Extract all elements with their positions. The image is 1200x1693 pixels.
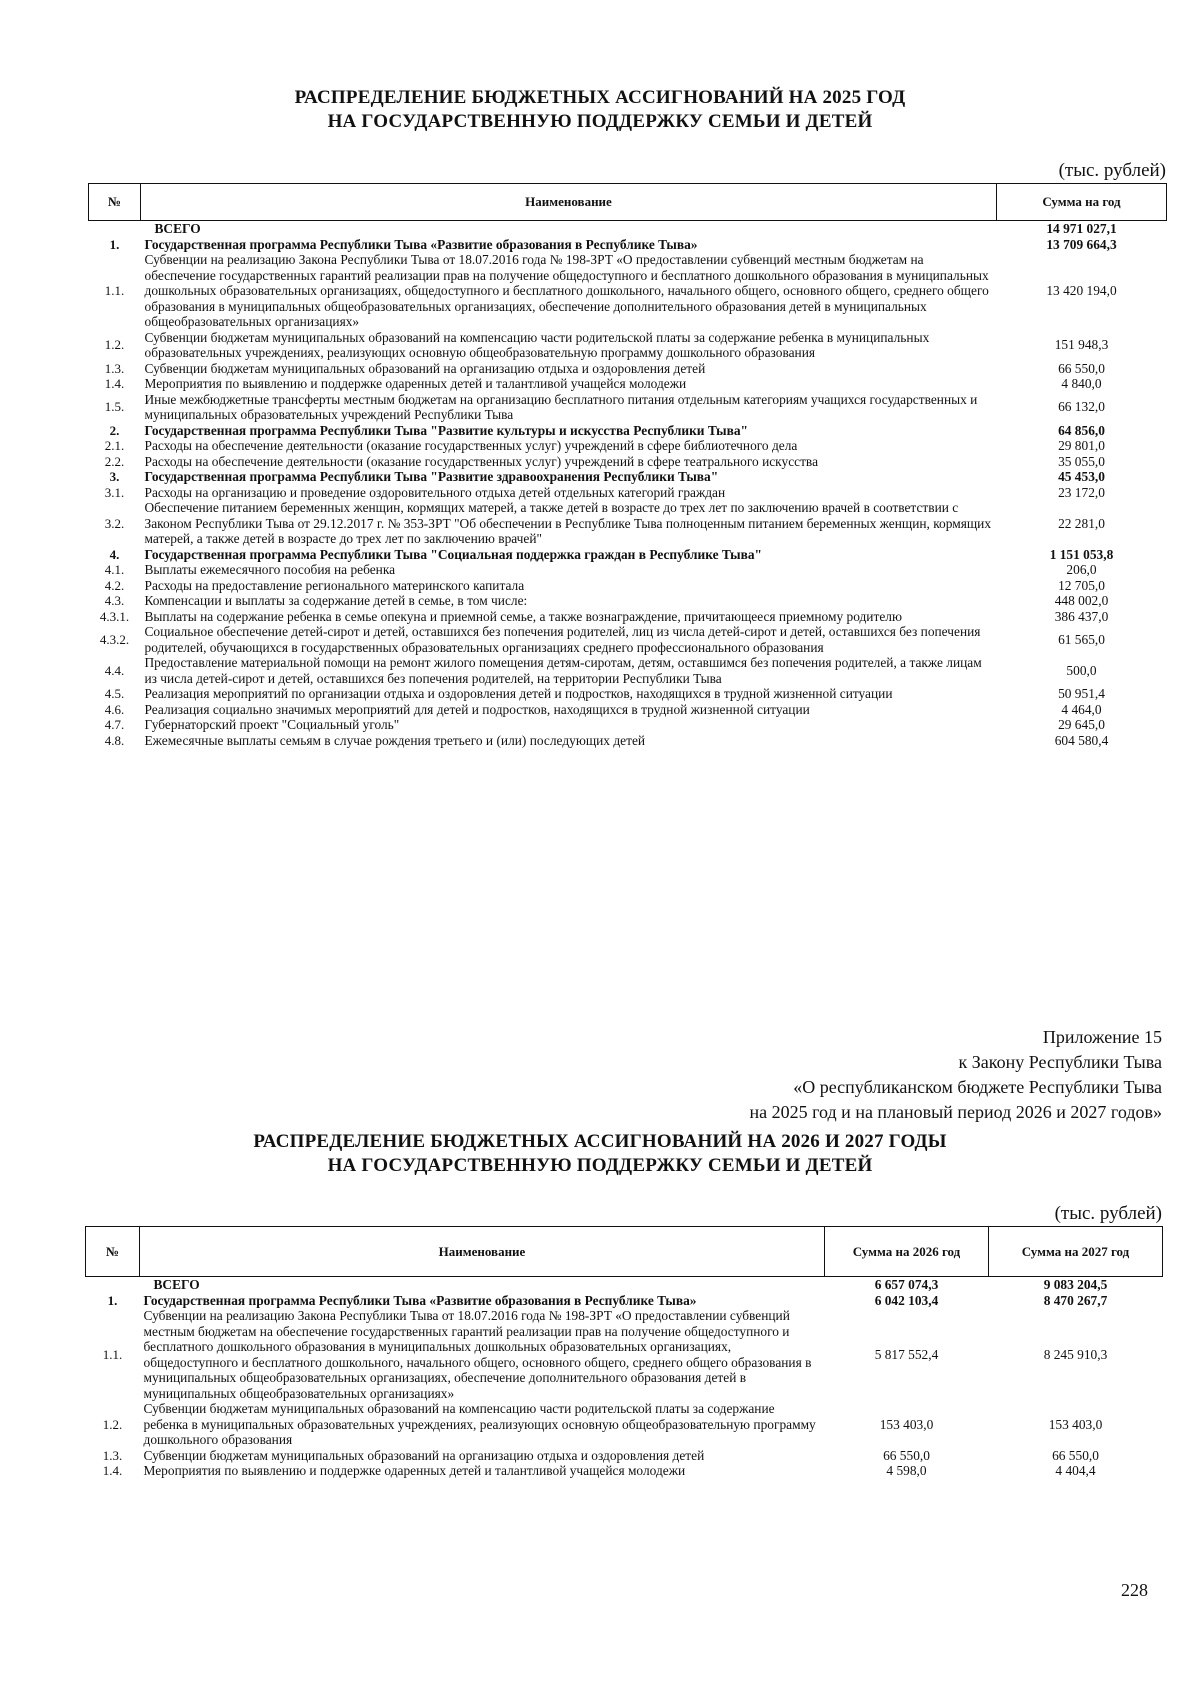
row-name: Обеспечение питанием беременных женщин, кормящих матерей, а также детей в возрасте до трех лет по заключению врачей в соответствии с Законом Республики Тыва от 29.12.2017 г. № 353-ЗРТ "Об обеспечении в Республике Тыва полноценным питанием беременных женщин, кормящих матерей, а также детей в возрасте до трех лет по заключению врачей" xyxy=(144,500,992,546)
row-sum: 29 801,0 xyxy=(1058,438,1105,453)
row-num: 4.1. xyxy=(104,562,125,577)
row-num: 1.4. xyxy=(104,376,125,391)
appendix-block xyxy=(749,1025,1162,1125)
section2-title xyxy=(0,1130,1200,1178)
row-num: 4.6. xyxy=(104,701,125,717)
row-num: 4.5. xyxy=(104,686,125,701)
row-sum: 13 709 664,3 xyxy=(1046,236,1117,252)
table-row xyxy=(89,423,1167,439)
row-num: 1.2. xyxy=(102,1416,123,1432)
col-header-name: Наименование xyxy=(141,184,997,221)
row-name: Ежемесячные выплаты семьям в случае рождения третьего и (или) последующих детей xyxy=(144,732,646,748)
table-row xyxy=(89,330,1167,361)
row-num: 3. xyxy=(109,469,120,484)
table-row xyxy=(89,717,1167,733)
row-sum: 22 281,0 xyxy=(1058,515,1105,531)
row-name: Выплаты на содержание ребенка в семье опекуна и приемной семье, а также вознаграждение, причитающееся приемному родителю xyxy=(144,608,902,624)
row-sum: 151 948,3 xyxy=(1054,337,1109,353)
section2-table-body xyxy=(86,1277,1163,1479)
row-sum2026: 4 598,0 xyxy=(886,1463,927,1478)
row-name: Предоставление материальной помощи на ремонт жилого помещения детям-сиротам, детям, оставшимся без попечения родителей, а также лицам из числа детей-сирот и детей, оставшихся без попечения родителей, на территории Республики Тыва xyxy=(144,655,982,686)
row-num: 2.2. xyxy=(104,453,125,469)
row-name: Мероприятия по выявлению и поддержке одаренных детей и талантливой учащейся молодежи xyxy=(143,1463,686,1478)
row-num: 2.1. xyxy=(104,438,125,453)
row-num: 2. xyxy=(109,422,120,438)
row-num: 1. xyxy=(109,236,120,252)
table-row-total xyxy=(86,1277,1163,1293)
table-row xyxy=(89,361,1167,377)
col-header-sum-2027: Сумма на 2027 год xyxy=(989,1227,1163,1277)
row-sum: 50 951,4 xyxy=(1058,686,1105,701)
section2-title-line2: НА ГОСУДАРСТВЕННУЮ ПОДДЕРЖКУ СЕМЬИ И ДЕТЕЙ xyxy=(327,1155,873,1176)
row-sum: 13 420 194,0 xyxy=(1046,283,1117,298)
table-row xyxy=(86,1448,1163,1464)
section1-title xyxy=(0,86,1200,134)
row-sum: 35 055,0 xyxy=(1058,453,1105,469)
section2-units: (тыс. рублей) xyxy=(1054,1203,1162,1224)
page-number: 228 xyxy=(1121,1580,1148,1600)
row-name: Субвенции бюджетам муниципальных образований на организацию отдыха и оздоровления детей xyxy=(143,1447,705,1463)
row-num: 4.3.1. xyxy=(99,608,130,624)
row-num xyxy=(86,1277,140,1293)
row-name: Мероприятия по выявлению и поддержке одаренных детей и талантливой учащейся молодежи xyxy=(144,376,687,391)
row-num: 3.1. xyxy=(104,484,125,500)
row-sum: 66 550,0 xyxy=(1058,360,1105,376)
row-num: 1.2. xyxy=(104,337,125,353)
row-num: 4.4. xyxy=(104,662,125,678)
row-name: Компенсации и выплаты за содержание детей в семье, в том числе: xyxy=(144,593,528,608)
section1-units: (тыс. рублей) xyxy=(1058,160,1166,181)
table-row xyxy=(89,392,1167,423)
row-num: 4.3. xyxy=(104,593,125,608)
table-row xyxy=(89,609,1167,625)
table-row-total xyxy=(89,221,1167,237)
appendix-line3: «О республиканском бюджете Республики Тыва xyxy=(793,1077,1162,1097)
row-sum: 23 172,0 xyxy=(1058,484,1105,500)
row-name: Расходы на обеспечение деятельности (оказание государственных услуг) учреждений в сфере театрального искусства xyxy=(144,453,819,469)
appendix-line2: к Закону Республики Тыва xyxy=(958,1052,1162,1072)
appendix-line1: Приложение 15 xyxy=(1042,1027,1162,1047)
row-sum: 604 580,4 xyxy=(1054,732,1109,748)
table-row xyxy=(89,547,1167,563)
table-row xyxy=(89,252,1167,330)
row-name: Реализация мероприятий по организации отдыха и оздоровления детей и подростков, находящихся в трудной жизненной ситуации xyxy=(144,686,893,701)
row-sum2026: 66 550,0 xyxy=(883,1447,930,1463)
table-row xyxy=(89,562,1167,578)
row-num: 4.3.2. xyxy=(99,631,130,647)
row-name: Государственная программа Республики Тыва «Развитие образования в Республике Тыва» xyxy=(143,1292,697,1308)
row-sum2026: 6 042 103,4 xyxy=(874,1292,939,1308)
table-row xyxy=(86,1463,1163,1479)
col-header-name: Наименование xyxy=(140,1227,825,1277)
row-name: Субвенции на реализацию Закона Республики Тыва от 18.07.2016 года № 198-ЗРТ «О предоставлении субвенций местным бюджетам на обеспечение государственных гарантий реализации прав на получение общедоступного и бесплатного дошкольного образования в муниципальных дошкольных образовательных организациях, общедоступного и бесплатного дошкольного, начального общего, основного общего, среднего общего образования в муниципальных общеобразовательных организациях, обеспечение дополнительного образования детей в муниципальных общеобразовательных организациях» xyxy=(143,1308,812,1401)
row-sum: 45 453,0 xyxy=(1058,469,1105,484)
row-sum2027: 4 404,4 xyxy=(1055,1463,1096,1478)
section1-table-body xyxy=(89,221,1167,749)
row-name: Государственная программа Республики Тыва "Развитие культуры и искусства Республики Тыва" xyxy=(144,422,748,438)
table-row xyxy=(89,624,1167,655)
row-name: Расходы на организацию и проведение оздоровительного отдыха детей отдельных категорий граждан xyxy=(144,484,726,500)
row-sum2027: 8 470 267,7 xyxy=(1043,1292,1108,1308)
row-name: Социальное обеспечение детей-сирот и детей, оставшихся без попечения родителей, лиц из числа детей-сирот и детей, оставшихся без попечения родителей, обучающихся в государственных образовательных организациях среднего профессионального образования xyxy=(144,624,981,655)
row-name: Государственная программа Республики Тыва "Развитие здравоохранения Республики Тыва" xyxy=(144,469,719,484)
row-num: 3.2. xyxy=(104,515,125,531)
table-row xyxy=(89,469,1167,485)
row-name: ВСЕГО xyxy=(153,1277,200,1292)
row-num: 1.5. xyxy=(104,399,125,415)
row-name: Субвенции бюджетам муниципальных образований на компенсацию части родительской платы за содержание ребенка в муниципальных образовательных учреждениях, реализующих основную общеобразовательную программу дошкольного образования xyxy=(144,329,930,360)
table-row xyxy=(89,454,1167,470)
row-sum: 500,0 xyxy=(1066,662,1097,678)
table-row xyxy=(86,1308,1163,1401)
row-num: 1.1. xyxy=(102,1346,123,1362)
row-name: Расходы на обеспечение деятельности (оказание государственных услуг) учреждений в сфере библиотечного дела xyxy=(144,438,798,453)
row-sum: 12 705,0 xyxy=(1058,577,1105,593)
row-sum-2027: 9 083 204,5 xyxy=(1043,1277,1108,1292)
row-name: Государственная программа Республики Тыва «Развитие образования в Республике Тыва» xyxy=(144,236,698,252)
row-name: Иные межбюджетные трансферты местным бюджетам на организацию бесплатного питания отдельным категориям учащихся государственных и муниципальных образовательных учреждений Республики Тыва xyxy=(144,391,978,422)
col-header-sum-2026: Сумма на 2026 год xyxy=(825,1227,989,1277)
row-sum: 4 840,0 xyxy=(1061,376,1102,391)
row-sum: 66 132,0 xyxy=(1058,399,1105,415)
row-name: Субвенции бюджетам муниципальных образований на организацию отдыха и оздоровления детей xyxy=(144,360,706,376)
row-sum2026: 5 817 552,4 xyxy=(874,1346,939,1362)
row-sum: 386 437,0 xyxy=(1054,608,1109,624)
table-row xyxy=(86,1401,1163,1448)
row-name: Государственная программа Республики Тыва "Социальная поддержка граждан в Республике Тыва" xyxy=(144,546,762,562)
table-row xyxy=(89,485,1167,501)
row-num: 1.3. xyxy=(104,360,125,376)
col-header-sum: Сумма на год xyxy=(997,184,1167,221)
section2-table xyxy=(85,1226,1163,1479)
row-name: Субвенции на реализацию Закона Республики Тыва от 18.07.2016 года № 198-ЗРТ «О предоставлении субвенций местным бюджетам на обеспечение государственных гарантий реализации прав на получение общедоступного и бесплатного дошкольного образования в муниципальных дошкольных образовательных организациях, общедоступного и бесплатного дошкольного, начального общего, основного общего, среднего общего образования в муниципальных общеобразовательных организациях, обеспечение дополнительного образования детей в муниципальных общеобразовательных организациях» xyxy=(144,252,989,329)
row-num: 1. xyxy=(107,1292,118,1308)
table-row xyxy=(89,733,1167,749)
row-sum: 206,0 xyxy=(1066,562,1097,577)
table-row xyxy=(89,578,1167,594)
row-sum: 14 971 027,1 xyxy=(1046,221,1117,236)
row-num: 4. xyxy=(109,546,120,562)
col-header-num: № xyxy=(86,1227,140,1277)
row-sum2026: 153 403,0 xyxy=(879,1416,934,1432)
row-name: Субвенции бюджетам муниципальных образований на компенсацию части родительской платы за содержание ребенка в муниципальных образовательных учреждениях, реализующих основную общеобразовательную программу дошкольного образования xyxy=(143,1401,816,1447)
row-num: 4.7. xyxy=(104,717,125,732)
row-name: Реализация социально значимых мероприятий для детей и подростков, находящихся в трудной жизненной ситуации xyxy=(144,701,810,717)
row-num: 1.4. xyxy=(102,1463,123,1478)
section1-title-line1: РАСПРЕДЕЛЕНИЕ БЮДЖЕТНЫХ АССИГНОВАНИЙ НА 2025 ГОД xyxy=(294,87,906,108)
table-row xyxy=(89,376,1167,392)
row-num: 4.8. xyxy=(104,732,125,748)
table-row xyxy=(89,593,1167,609)
row-sum: 4 464,0 xyxy=(1061,701,1102,717)
col-header-num: № xyxy=(89,184,141,221)
section2-title-line1: РАСПРЕДЕЛЕНИЕ БЮДЖЕТНЫХ АССИГНОВАНИЙ НА 2026 И 2027 ГОДЫ xyxy=(253,1131,947,1152)
row-num: 1.1. xyxy=(104,283,125,298)
row-sum2027: 8 245 910,3 xyxy=(1043,1346,1108,1362)
row-name: Расходы на предоставление регионального материнского капитала xyxy=(144,577,525,593)
row-name: Выплаты ежемесячного пособия на ребенка xyxy=(144,562,396,577)
row-sum2027: 66 550,0 xyxy=(1052,1447,1099,1463)
row-sum: 448 002,0 xyxy=(1054,593,1109,608)
row-num: 1.3. xyxy=(102,1447,123,1463)
row-sum: 1 151 053,8 xyxy=(1049,546,1114,562)
section1-title-line2: НА ГОСУДАРСТВЕННУЮ ПОДДЕРЖКУ СЕМЬИ И ДЕТЕЙ xyxy=(327,111,873,132)
row-name: Губернаторский проект "Социальный уголь" xyxy=(144,717,400,732)
row-sum: 29 645,0 xyxy=(1058,717,1105,732)
table-row xyxy=(89,655,1167,686)
section1-table xyxy=(88,183,1167,748)
table-row xyxy=(89,500,1167,547)
table-row xyxy=(89,237,1167,253)
row-name: ВСЕГО xyxy=(154,221,201,236)
row-sum-2026: 6 657 074,3 xyxy=(874,1277,939,1292)
table-row xyxy=(89,438,1167,454)
table-row xyxy=(89,702,1167,718)
row-num: 4.2. xyxy=(104,577,125,593)
row-sum: 61 565,0 xyxy=(1058,631,1105,647)
appendix-line4: на 2025 год и на плановый период 2026 и 2027 годов» xyxy=(749,1102,1162,1122)
row-sum2027: 153 403,0 xyxy=(1048,1416,1103,1432)
row-sum: 64 856,0 xyxy=(1058,422,1105,438)
table-row xyxy=(86,1293,1163,1309)
table-row xyxy=(89,686,1167,702)
row-num xyxy=(89,221,141,237)
